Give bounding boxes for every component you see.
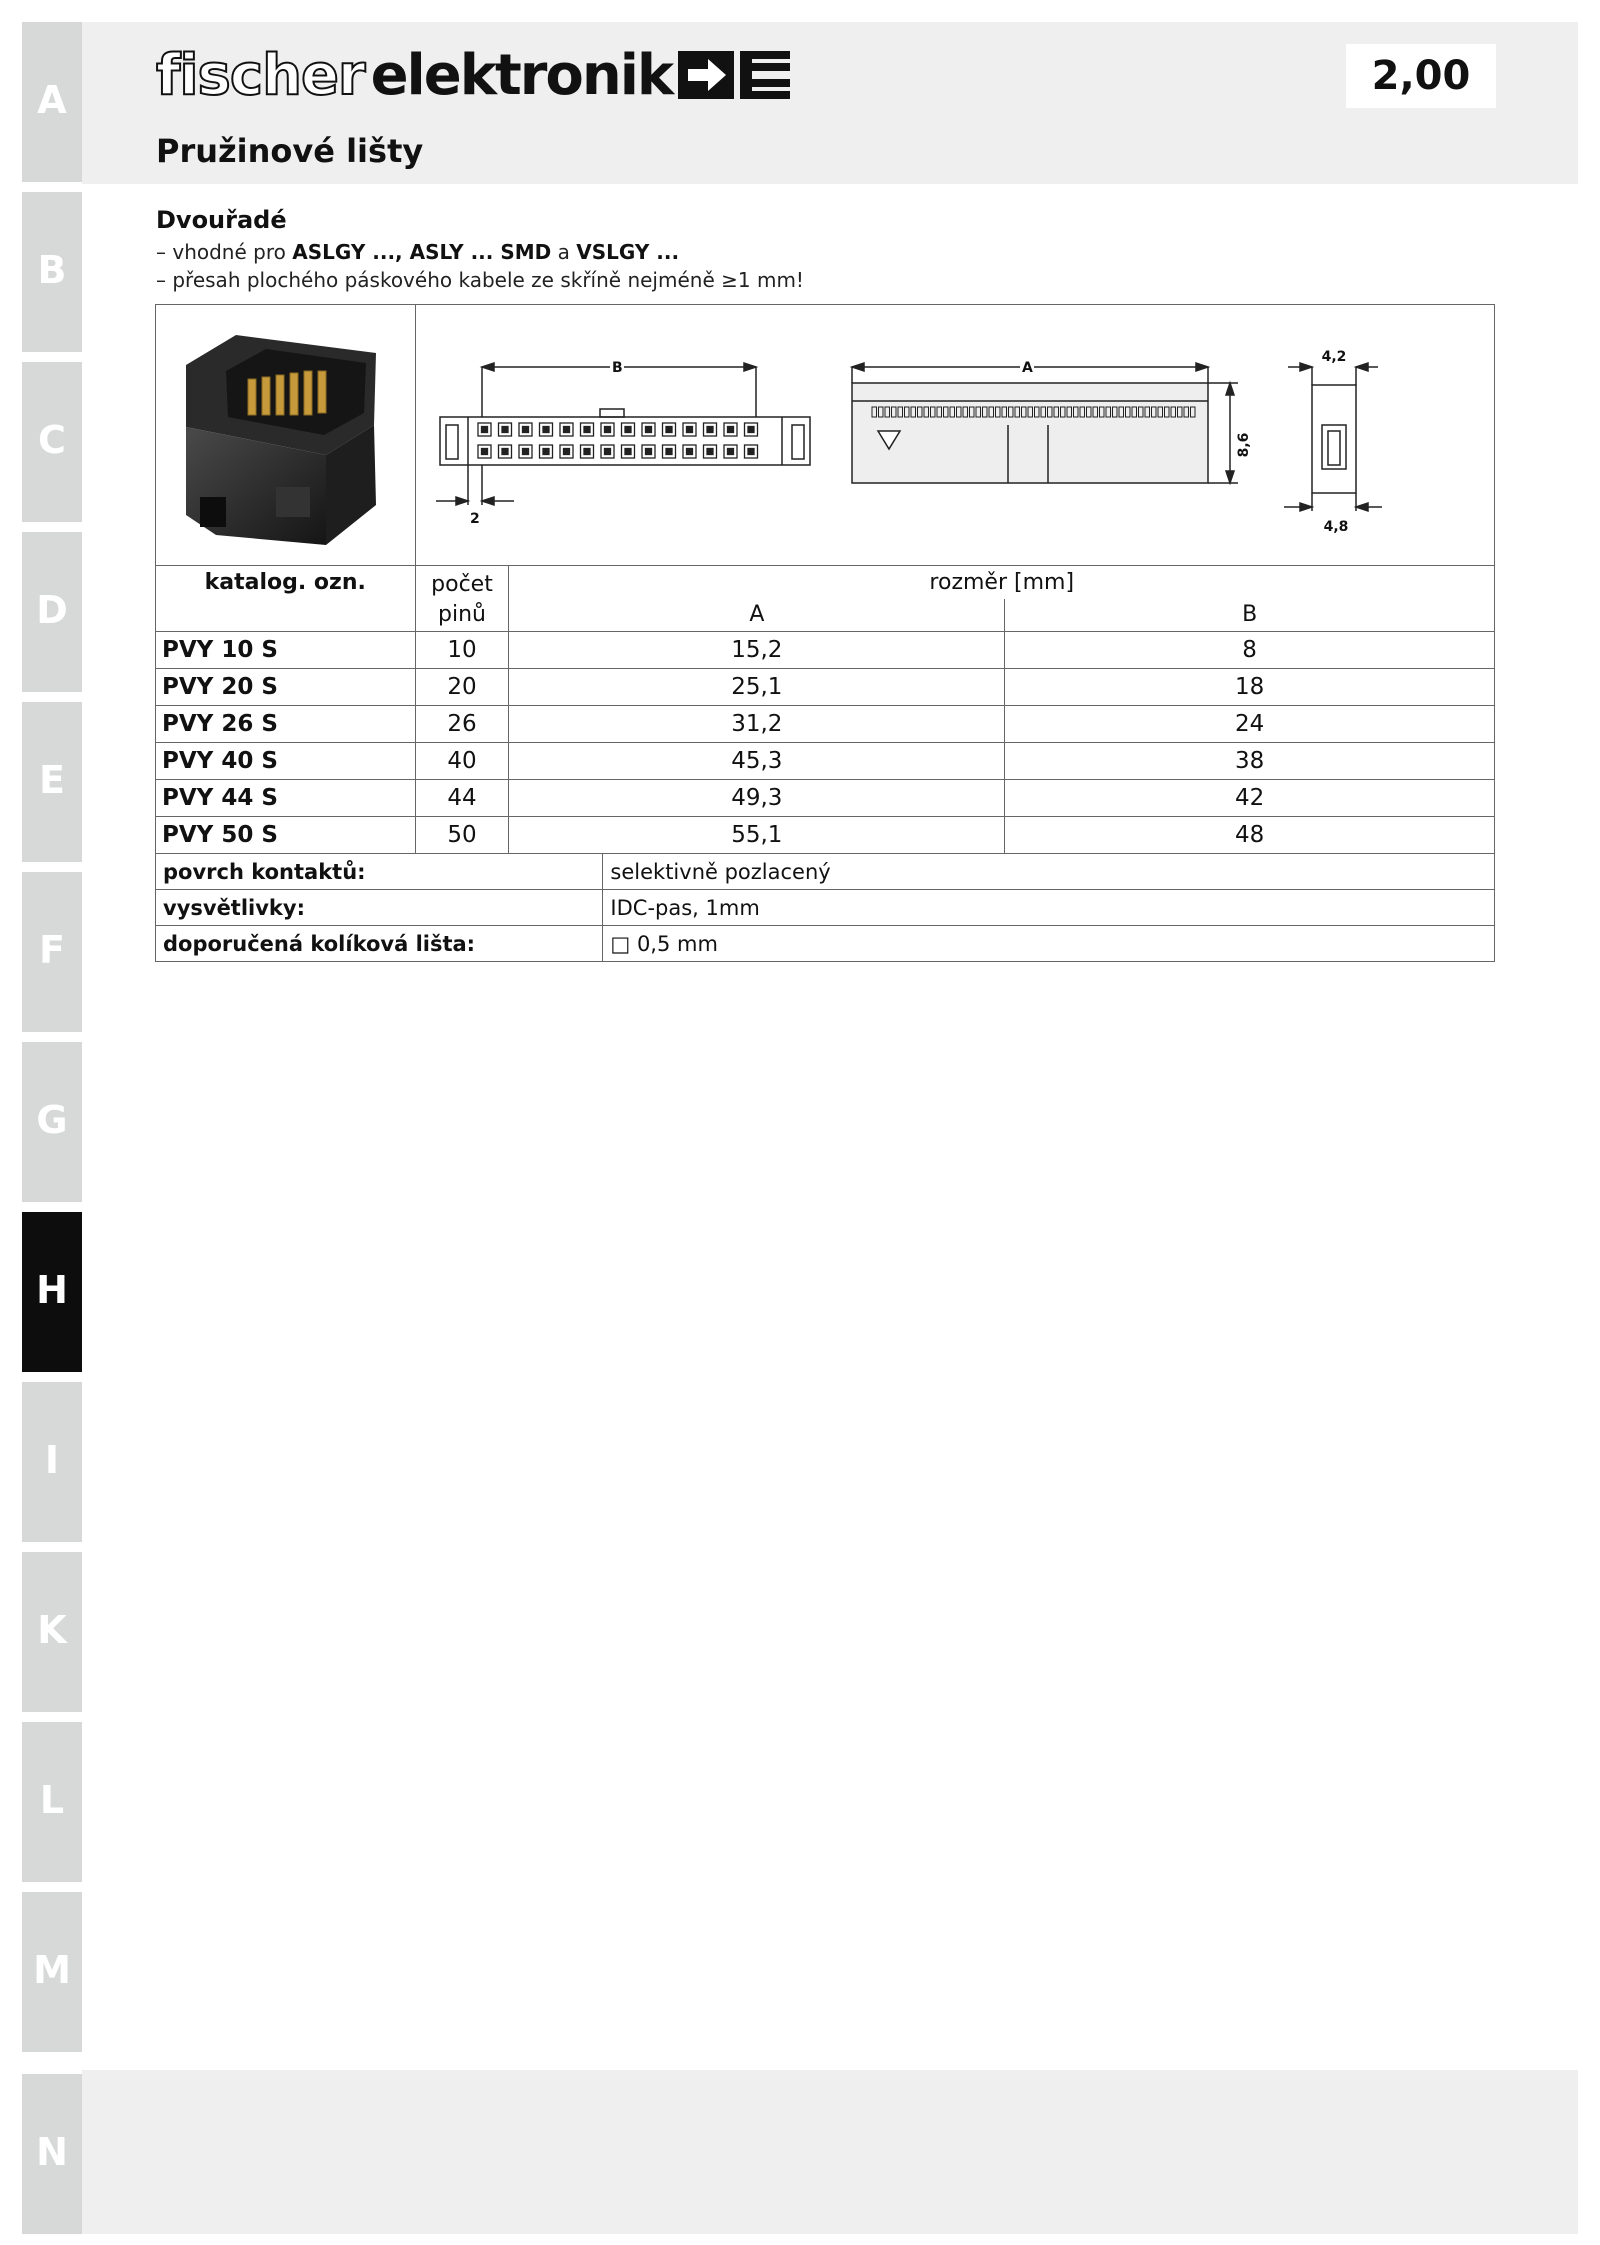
pin-count: 10 — [415, 632, 509, 669]
contact-pin-hole — [481, 427, 487, 433]
table-row — [156, 669, 1495, 706]
pin-count: 44 — [415, 780, 509, 817]
dim-a: 49,3 — [509, 780, 1005, 817]
contact-pin-hole — [666, 449, 672, 455]
property-key: doporučená kolíková lišta: — [156, 926, 603, 962]
contact-pin-hole — [522, 449, 528, 455]
section-subtitle: Dvouřadé — [156, 206, 287, 234]
contact-pin-hole — [563, 427, 569, 433]
property-value: selektivně pozlacený — [603, 854, 1495, 890]
dim-a: 15,2 — [509, 632, 1005, 669]
contact-pin-hole — [563, 449, 569, 455]
catalog-name: PVY 44 S — [156, 780, 416, 817]
dim-label-pitch: 2 — [469, 511, 480, 527]
tab-a[interactable]: A — [22, 22, 82, 182]
page-number-box: 2,00 — [1346, 44, 1496, 108]
contact-pin-hole — [727, 449, 733, 455]
contact-pin-hole — [645, 449, 651, 455]
contact-pin-hole — [543, 427, 549, 433]
tab-i[interactable]: I — [22, 1382, 82, 1542]
connector-photo — [156, 305, 414, 563]
brand-arrow-icon — [678, 47, 790, 103]
property-key: vysvětlivky: — [156, 890, 603, 926]
table-row — [156, 780, 1495, 817]
dim-b: 48 — [1005, 817, 1495, 854]
dim-a: 45,3 — [509, 743, 1005, 780]
property-value: □ 0,5 mm — [603, 926, 1495, 962]
table-row — [156, 632, 1495, 669]
contact-pin-hole — [707, 427, 713, 433]
contact-pin-hole — [686, 427, 692, 433]
tab-e[interactable]: E — [22, 702, 82, 862]
pin-count: 26 — [415, 706, 509, 743]
contact-pin-hole — [604, 449, 610, 455]
property-row-notes — [156, 890, 1495, 926]
table-row — [156, 817, 1495, 854]
note-line-1: – vhodné pro ASLGY ..., ASLY ... SMD a VSLGY ... — [156, 240, 680, 264]
table-header-row-1 — [156, 566, 1495, 599]
pin-count: 50 — [415, 817, 509, 854]
catalog-name: PVY 50 S — [156, 817, 416, 854]
header-dim-b: B — [1005, 599, 1495, 632]
header-pin-count: počet pinů — [415, 566, 509, 632]
contact-pin-hole — [625, 449, 631, 455]
page-title: Pružinové lišty — [156, 132, 424, 170]
pin-count: 20 — [415, 669, 509, 706]
brand-word-fischer: fischer — [156, 42, 365, 108]
tab-k[interactable]: K — [22, 1552, 82, 1712]
tab-c[interactable]: C — [22, 362, 82, 522]
dim-b: 18 — [1005, 669, 1495, 706]
dim-label-a: A — [1021, 360, 1033, 376]
catalog-name: PVY 26 S — [156, 706, 416, 743]
spec-table — [155, 304, 1495, 962]
dim-label-depth-bottom: 4,8 — [1323, 519, 1348, 535]
contact-pin-hole — [584, 449, 590, 455]
tab-n[interactable]: N — [22, 2074, 82, 2234]
contact-pin-hole — [666, 427, 672, 433]
contact-pin-hole — [481, 449, 487, 455]
side-tab-index — [22, 22, 82, 2234]
contact-pin-hole — [686, 449, 692, 455]
contact-pin-hole — [604, 427, 610, 433]
contact-pin-hole — [502, 449, 508, 455]
tab-m[interactable]: M — [22, 1892, 82, 2052]
dim-a: 25,1 — [509, 669, 1005, 706]
property-key: povrch kontaktů: — [156, 854, 603, 890]
contact-pin-hole — [707, 449, 713, 455]
brand-logo — [156, 44, 790, 106]
contact-pin-hole — [584, 427, 590, 433]
tab-h-active[interactable]: H — [22, 1212, 82, 1372]
dim-label-depth-top: 4,2 — [1321, 349, 1346, 365]
dim-b: 42 — [1005, 780, 1495, 817]
technical-drawing-cell — [415, 305, 1495, 566]
table-row — [156, 706, 1495, 743]
contact-pin-hole — [748, 427, 754, 433]
pin-count: 40 — [415, 743, 509, 780]
contact-pin-hole — [522, 427, 528, 433]
tab-l[interactable]: L — [22, 1722, 82, 1882]
tab-d[interactable]: D — [22, 532, 82, 692]
dim-label-b: B — [611, 360, 623, 376]
dim-a: 31,2 — [509, 706, 1005, 743]
contact-pin-hole — [543, 449, 549, 455]
catalog-name: PVY 20 S — [156, 669, 416, 706]
contact-pin-hole — [727, 427, 733, 433]
tab-f[interactable]: F — [22, 872, 82, 1032]
table-row — [156, 743, 1495, 780]
dim-label-height: 8,6 — [1235, 432, 1252, 458]
footer-band — [82, 2070, 1578, 2234]
property-row-contact-surface — [156, 854, 1495, 890]
dim-b: 8 — [1005, 632, 1495, 669]
property-value: IDC-pas, 1mm — [603, 890, 1495, 926]
dim-b: 24 — [1005, 706, 1495, 743]
header-catalog-name: katalog. ozn. — [156, 566, 416, 632]
note-line-2: – přesah plochého páskového kabele ze skříně nejméně ≥1 mm! — [156, 268, 804, 292]
brand-word-elektronik: elektronik — [370, 42, 673, 108]
property-row-recommended-header — [156, 926, 1495, 962]
contact-pin-hole — [625, 427, 631, 433]
product-photo-cell — [156, 305, 416, 566]
tab-b[interactable]: B — [22, 192, 82, 352]
dim-b: 38 — [1005, 743, 1495, 780]
header-dimensions: rozměr [mm] — [509, 566, 1495, 599]
header-dim-a: A — [509, 599, 1005, 632]
technical-drawing — [416, 305, 1494, 563]
catalog-name: PVY 10 S — [156, 632, 416, 669]
dim-a: 55,1 — [509, 817, 1005, 854]
tab-g[interactable]: G — [22, 1042, 82, 1202]
catalog-name: PVY 40 S — [156, 743, 416, 780]
contact-pin-hole — [645, 427, 651, 433]
image-row — [156, 305, 1495, 566]
contact-pin-hole — [748, 449, 754, 455]
contact-pin-hole — [502, 427, 508, 433]
